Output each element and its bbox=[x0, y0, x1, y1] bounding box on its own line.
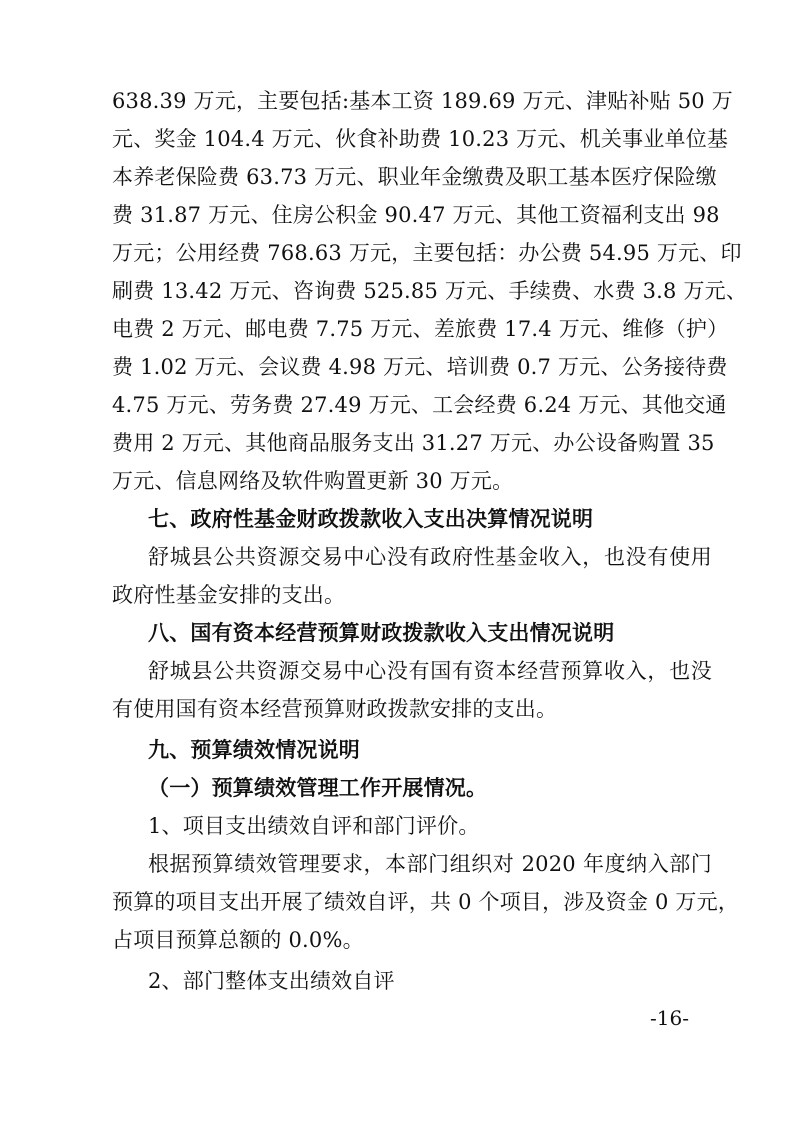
section7-heading: 七、政府性基金财政拨款收入支出决算情况说明 bbox=[148, 507, 594, 531]
expenditure-line-4: 费 31.87 万元、住房公积金 90.47 万元、其他工资福利支出 98 bbox=[112, 203, 720, 227]
expenditure-line-8: 费 1.02 万元、会议费 4.98 万元、培训费 0.7 万元、公务接待费 bbox=[112, 355, 728, 379]
section9-subheading: （一）预算绩效管理工作开展情况。 bbox=[148, 776, 488, 800]
expenditure-line-5: 万元；公用经费 768.63 万元，主要包括：办公费 54.95 万元、印 bbox=[112, 241, 742, 265]
section7-line-2: 政府性基金安排的支出。 bbox=[112, 583, 346, 607]
section8-line-1: 舒城县公共资源交易中心没有国有资本经营预算收入，也没 bbox=[148, 659, 712, 683]
expenditure-line-9: 4.75 万元、劳务费 27.49 万元、工会经费 6.24 万元、其他交通 bbox=[112, 393, 727, 417]
expenditure-line-7: 电费 2 万元、邮电费 7.75 万元、差旅费 17.4 万元、维修（护） bbox=[112, 317, 729, 341]
section9-line-2: 预算的项目支出开展了绩效自评，共 0 个项目，涉及资金 0 万元， bbox=[112, 890, 740, 914]
expenditure-line-11: 万元、信息网络及软件购置更新 30 万元。 bbox=[112, 469, 514, 493]
page-number: -16- bbox=[650, 1006, 689, 1030]
section7-line-1: 舒城县公共资源交易中心没有政府性基金收入，也没有使用 bbox=[148, 545, 712, 569]
section9-item1: 1、项目支出绩效自评和部门评价。 bbox=[148, 814, 480, 838]
expenditure-line-2: 元、奖金 104.4 万元、伙食补助费 10.23 万元、机关事业单位基 bbox=[112, 127, 729, 151]
section8-line-2: 有使用国有资本经营预算财政拨款安排的支出。 bbox=[112, 697, 558, 721]
section8-heading: 八、国有资本经营预算财政拨款收入支出情况说明 bbox=[148, 621, 615, 645]
section9-heading: 九、预算绩效情况说明 bbox=[148, 738, 360, 762]
section9-line-1: 根据预算绩效管理要求，本部门组织对 2020 年度纳入部门 bbox=[148, 852, 712, 876]
expenditure-line-6: 刷费 13.42 万元、咨询费 525.85 万元、手续费、水费 3.8 万元、 bbox=[112, 279, 748, 303]
section9-item2: 2、部门整体支出绩效自评 bbox=[148, 969, 395, 993]
expenditure-line-3: 本养老保险费 63.73 万元、职业年金缴费及职工基本医疗保险缴 bbox=[112, 165, 717, 189]
expenditure-line-10: 费用 2 万元、其他商品服务支出 31.27 万元、办公设备购置 35 bbox=[112, 431, 715, 455]
expenditure-line-1: 638.39 万元，主要包括:基本工资 189.69 万元、津贴补贴 50 万 bbox=[112, 89, 733, 113]
section9-line-3: 占项目预算总额的 0.0%。 bbox=[112, 928, 364, 952]
